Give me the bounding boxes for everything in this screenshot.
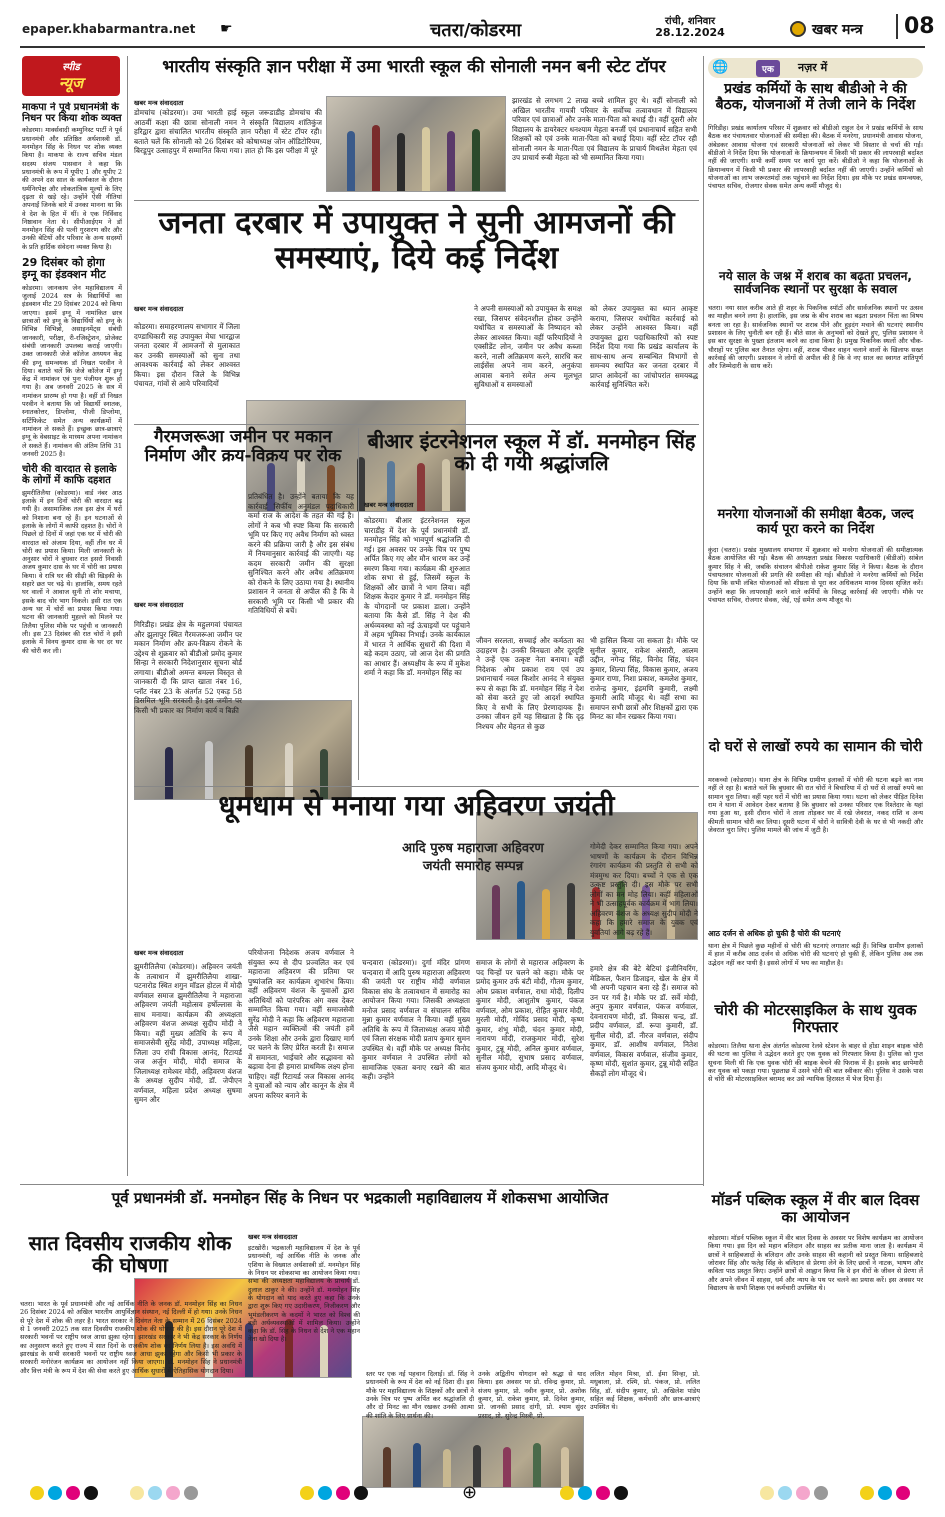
- ahivaran-col3: चन्दवारा (कोडरमा)। दुर्गा मंदिर प्रांगण चन्दवारा में आदि पुरुष महाराजा अहिवरण की जयंती पर राष्ट्रीय मोदी वर्णवाल विकास संघ के तत्वावधान में समारोह का आयोजन किया गया। जिसकी अध्यक्षता मनोज प्रसाद वर्णवाल व संचालन सचिव मुन्ना कुमार वर्णवाल ने किया। वहीं मुख्य अतिथि के रूप में जिलाध्यक्ष अजय मोदी एवं जिला संरक्षक मोदी प्रताप कुमार सुमन उपस्थित थे। वहीं मौके पर अध्यक्ष विनोद कुमार वर्णवाल ने उपस्थित लोगों को सामाजिक एकता बनाए रखने की बात कही। उन्होंने: [362, 958, 470, 1081]
- bottom-banner-headline: पूर्व प्रधानमंत्री डॉ. मनमोहन सिंह के निधन पर भद्रकाली महाविद्यालय में शोकसभा आयोजित: [111, 1189, 609, 1207]
- janta-darbar-col3: को लेकर उपायुक्त का ध्यान आकृष्ट कराया, जिसपर यथोचित कार्रवाई को लेकर उन्होंने आश्वस्त किया। वहीं उपायुक्त द्वारा पदाधिकारियों को स्पष्ट निर्देश दिया गया कि प्रखंड कार्यालय के साथ-साथ अन्य सम्बन्धित विभागों से समन्वय स्थापित कर जनता दरबार में प्राप्त आवेदनों का जांचोपरांत समयबद्ध कार्रवाई सुनिश्चित करें।: [590, 304, 698, 389]
- column-divider: [358, 428, 359, 780]
- speed-item-body: झुमरीतिलैया (कोडरमा)। वार्ड नंबर आठ इलाके में इन दिनों चोरी की वारदात बढ़ गयी है। असामाजिक तत्व इस क्षेत्र में घरों को निशाना बना रहे हैं। इन घटनाओं से इलाके के लोगों में काफी दहशत है। चोरों ने पिछले दो दिनों में जहां एक घर में चोरी की वारदात को अंजाम दिया, वहीं तीन घर में चोरी का प्रयास किया। मिली जानकारी के अनुसार चोरों ने बुधवार रात इसरो निवासी अजय कुमार दास के घर में चोरी का प्रयास किया। वे रात्रि घर की सीढ़ी की खिड़की के सहारे छत पर चढ़े थे। हालांकि, समय रहते घर वालों ने आवाज सुनी तो शोर मचाया, इसके बाद चोर भाग निकले। इसी रात एक अन्य घर में चोरों का प्रयास किया गया। घटना की जानकारी मुहल्ले को मिलने पर तिलैया पुलिस मौके पर पहुंची व जानकारी ली। इस 23 दिसंबर की रात चोरों ने इसी इलाके में विनय कुमार दास के घर दर घर की चोरी कर ली।: [22, 488, 122, 655]
- pointer-icon: ☛: [220, 21, 233, 37]
- mourning-body: चतरा। भारत के पूर्व प्रधानमंत्री और नई आर्थिक नीति के जनक डॉ. मनमोहन सिंह का निधन 26 दिसंबर 2024 को अखिल भारतीय आयुर्विज्ञान संस्थान, नई दिल्ली में हो गया। उनके निधन से पूरे देश में शोक की लहर है। भारत सरकार ने दिवंगत नेता के सम्मान में 26 दिसंबर 2024 से 1 जनवरी 2025 तक सात दिवसीय राजकीय शोक की घोषणा की है। इस दौरान पूरे देश में सरकारी भवनों पर राष्ट्रीय ध्वज आधा झुका रहेगा। झारखंड सरकार ने भी केंद्र सरकार के निर्णय का अनुसरण करते हुए राज्य में सात दिनों के राजकीय शोक का निर्णय लिया है। इस अवधि में झारखंड के सभी सरकारी भवनों पर राष्ट्रीय ध्वज आधा झुका रहेगा और किसी भी प्रकार के सरकारी मनोरंजन कार्यक्रम का आयोजन नहीं किया जाएगा। डॉ. मनमोहन सिंह ने प्रधानमंत्री और वित्त मंत्री के रूप में देश की सेवा करते हुए आर्थिक सुधारों में ऐतिहासिक योगदान दिया।: [20, 1300, 242, 1375]
- column-divider: [127, 56, 128, 1176]
- section-divider: [134, 200, 699, 201]
- janta-darbar-headline: जनता दरबार में उपायुक्त ने सुनी आमजनों की समस्याएं, दिये कई निर्देश: [158, 205, 675, 276]
- speed-news-logo: [22, 56, 120, 96]
- nazar-label: नज़र में: [798, 61, 828, 74]
- brand-name: खबर मन्त्र: [812, 22, 863, 38]
- ahivaran-col4: समाज के लोगों से महाराज अहिवरण के पद चिन्हों पर चलने को कहा। मौके पर प्रमोद कुमार उर्फ बंटी मोदी, गौतम कुमार, ओम प्रकाश वर्णवाल, राधा मोदी, दिलीप कुमार मोदी, आशुतोष कुमार, पंकज वर्णवाल, ओम प्रकाश, रोहित कुमार मोदी, मुरली मोदी, गोविंद प्रसाद मोदी, कृष्ण कुमार, शंभू मोदी, चंदन कुमार मोदी, नारायण मोदी, राजकुमार मोदी, सुरेश कुमार, टुन्नू मोदी, अनिल कुमार वर्णवाल, सुनील मोदी, सुभाष प्रसाद वर्णवाल, संजय कुमार मोदी, आदि मौजूद थे।: [476, 958, 584, 1072]
- speed-item-title: चोरी की वारदात से इलाके के लोगों में काफि दहशत: [22, 464, 117, 487]
- right-s4-body: मरकच्चो (कोडरमा)। थाना क्षेत्र के विभिन्न ग्रामीण इलाकों में चोरी की घटना बढ़ने का नाम नहीं ले रहा है। बताते चलें कि बुधवार की रात चोरों ने बिचारिया में दो घरों से लाखों रुपये का सामान चुरा लिया। वहीं पहर घरों में चोरी का प्रयास किया गया। घटना को लेकर पीड़ित दिनेश राम ने थाना में आवेदन देकर बताया है कि बुधवार को उनका परिवार एक रिश्तेदार के यहां गया हुआ था, इसी दौरान चोरों ने ताला तोड़कर घर में रखे जेवरात, नकद राशि व अन्य कीमती सामान चोरी कर लिया। दूसरी घटना में चोरों ने सावित्री देवी के घर से भी नकदी और जेवरात चुरा लिए। पुलिस मामले की जांच में जुटी है।: [708, 776, 923, 834]
- right-s2-body: चतरा। नया साल करीब आते ही शहर के पिकनिक स्पॉटों और सार्वजनिक स्थानों पर उत्सव का माहौल बनने लगा है। हालांकि, इस जश्न के बीच शराब का बढ़ता प्रचलन चिंता का विषय बनता जा रहा है। सार्वजनिक स्थानों पर शराब पीने और हुड़दंग मचाने की घटनाएं स्थानीय प्रशासन के लिए चुनौती बन रही हैं। बीते साल के अनुभवों को देखते हुए, पुलिस प्रशासन ने इस बार सुरक्षा के पुख्ता इंतजाम करने का दावा किया है। प्रमुख पिकनिक स्थलों और चौक-चौराहों पर पुलिस बल तैनात रहेगा। वहीं, शराब पीकर वाहन चलाने वालों के खिलाफ सख्त कार्रवाई की जाएगी। प्रशासन ने लोगों से अपील की है कि वे नए साल का स्वागत शांतिपूर्ण और जिम्मेदारी के साथ करें।: [708, 304, 923, 371]
- top-story-byline: खबर मन्त्र संवाददाता: [134, 99, 184, 107]
- section-divider: [134, 424, 699, 425]
- br-international-byline: खबर मन्त्र संवाददाता: [364, 501, 414, 509]
- crosshair-icon: ⊕: [462, 1482, 478, 1503]
- globe-icon: 🌐: [712, 60, 729, 75]
- ahivaran-banner-line2: जयंती समारोह सम्पन्न: [422, 859, 524, 874]
- mourning-headline: सात दिवसीय राजकीय शोक की घोषणा: [28, 1231, 232, 1278]
- speed-news-column: [22, 102, 122, 1182]
- speed-logo-bottom: न्यूज: [58, 74, 84, 92]
- speed-item-body: कोडरमा। मार्क्सवादी कम्युनिस्ट पार्टी ने पूर्व प्रधानमंत्री और प्रतिष्ठित अर्थशास्त्री डॉ. मनमोहन सिंह के निधन पर शोक व्यक्त किया है। माकपा के राज्य सचिव मंडल सदस्य संजय पासवान ने कहा कि प्रधानमंत्री के रूप में यूपीए 1 और यूपीए 2 की अपने दस साल के कार्यकाल के दौरान धर्मनिरपेक्ष और लोकतांत्रिक मूल्यों के लिए दृढ़ता से खड़े रहे। उन्होंने ऐसी नीतियां अपनाईं जिनके बारे में उनका मानना था कि वे देश के हित में थीं। वे एक निर्विवाद निष्ठावान नेता थे। सीपीआईएम ने डॉ मनमोहन सिंह की पत्नी गुरशरण कौर और उनकी बेटियों और परिवार के अन्य सदस्यों के प्रति हार्दिक संवेदना व्यक्त किया है।: [22, 126, 122, 251]
- janta-darbar-col1: कोडरमा। समाहरणालय सभागार में जिला दण्डाधिकारी सह उपायुक्त मेघा भारद्वाज जनता दरबार में आमजनों से मुलाकात कर उनकी समस्याओं को सुना तथा आवश्यक कार्रवाई को लेकर आश्वस्त किया। इस दौरान जिले के विभिन्न पंचायत, गांवों से आये परिवादियों: [134, 322, 240, 388]
- speed-item-body: कोडरमा। जानकाय जेन महाविद्यालय में जुलाई 2024 सत्र के विद्यार्थियों का इंडक्शन मीट 29 दिसंबर 2024 को किया जाएगा। इसमें इग्नू में नामांकित छात्र छात्राओं को इग्नू के विद्यार्थियों को इग्नू के विभिन्न विभिन्नो, असाइनमेंट्स संबंधी जानकारी, परीक्षा, री-रजिस्ट्रेशन, प्रोजेक्ट संबंधी जानकारी उपलब्ध कराई जाएगी। उक्त जानकारी जेजे कॉलेज अध्ययन केंद्र की इग्नू समन्वयक डॉ निखत परवीन ने दिया। बताते चलें कि जेजे कॉलेज में इग्नू केंद्र में नामांकन एवं पुनः पंजीयन शुरू हो गया है। अब जनवरी 2025 के सत्र में नामांकन प्रारम्भ हो गया है। वहीं डॉ निखत परवीन ने बताया कि जो विद्यार्थी स्नातक, स्नातकोत्तर, डिप्लोमा, पीजी डिप्लोमा, सर्टिफिकेट समेत अन्य कार्यक्रमों में नामांकन ले सकते हैं। इच्छुक छात्र-छात्राएं इग्नू के वेबसाइट के माध्यम अपना नामांकन ले सकते हैं। नामांकन की अंतिम तिथि 31 जनवरी 2025 है।: [22, 283, 122, 458]
- speed-item-title: 29 दिसंबर को होगा इग्नू का इंडक्शन मीट: [22, 256, 106, 282]
- column-divider: [703, 56, 704, 1186]
- gairmajarua-col2: प्रतिबंधित है। उन्होंने बताया कि यह कार्रवाई सिर्फीय अनुमंडल पदाधिकारी कर्मा राज के आदेश के तहत की गई है। लोगों ने कब भी स्पष्ट किया कि सरकारी भूमि पर किए गए अवैध निर्माण को ध्वस्त करने की प्रक्रिया जारी है और इस संबंध में नियमानुसार कार्रवाई की जाएगी। यह कदम सरकारी जमीन की सुरक्षा सुनिश्चित करने और अवैध अतिक्रमण को रोकने के लिए उठाया गया है। स्थानीय प्रशासन ने जनता से अपील की है कि वे सरकारी भूमि पर किसी भी प्रकार की गतिविधियों से बचें।: [248, 492, 354, 615]
- right-s5-headline: चोरी की मोटरसाइकिल के साथ युवक गिरफ्तार: [714, 1001, 917, 1036]
- date-text: 28.12.2024: [655, 26, 725, 39]
- shok-byline: खबर मन्त्र संवाददाता: [248, 1233, 298, 1241]
- br-international-headline: बीआर इंटरनेशनल स्कूल में डॉ. मनमोहन सिंह को दी गयी श्रद्धांजलि: [367, 429, 696, 476]
- ahivaran-byline: खबर मन्त्र संवाददाता: [134, 949, 184, 957]
- br-international-col2: जीवन सरलता, सच्चाई और कर्मठता का उदाहरण है। उनकी विनम्रता और दूरदृष्टि ने उन्हें एक उत्कृष्ट नेता बनाया। वहीं निदेशक ओम प्रकाश राय एवं उप प्रधानाचार्य नवल किशोर आनंद ने संयुक्त रूप से कहा कि डॉ. मनमोहन सिंह ने देश को सेवा करते हुए जो आदर्श स्थापित किए वे सभी के लिए प्रेरणादायक हैं। उनका जीवन हमें यह सिखाता है कि दृढ़ निश्चय और मेहनत से कुछ: [476, 636, 584, 731]
- gairmajarua-headline: गैरमजरूआ जमीन पर मकान निर्माण और क्रय-विक्रय पर रोक: [144, 427, 342, 467]
- top-story-col1: डोमचांच (कोडरमा)। उमा भारती हाई स्कूल जरूडाडीह डोमचांच की आठवीं कक्षा की छात्रा सोनाली नमन ने संस्कृति विद्यालय शांतिकुंज हरिद्वार द्वारा संचालित भारतीय संस्कृति ज्ञान परीक्षा में स्टेट टॉपर रही। बताते चलें कि सोनाली को 26 दिसंबर को कोषाध्यक्ष जोन ऑडिटोरियम, बिरडूपुर उत्साहपुर में सम्मानित किया गया। ज्ञात हो कि इस परीक्षा में पूरे: [134, 108, 322, 155]
- speed-logo-top: स्पीड: [62, 62, 80, 73]
- city-day: रांची, शनिवार: [664, 16, 716, 27]
- nazar-banner: [708, 58, 923, 78]
- right-s4-sub-body: थाना क्षेत्र में पिछले कुछ महीनों से चोरी की घटनाएं लगातार बढ़ी हैं। विभिन्न ग्रामीण इलाकों में हाल में करीब आठ दर्जन से अधिक चोरी की घटनाएं हो चुकी हैं, लेकिन पुलिस अब तक उद्भेदन नहीं कर पायी है। इससे लोगों में भय का माहौल है।: [708, 942, 923, 967]
- page-number: 08: [896, 14, 935, 39]
- right-s6-headline: मॉडर्न पब्लिक स्कूल में वीर बाल दिवस का आयोजन: [711, 1191, 920, 1226]
- gairmajarua-byline: खबर मन्त्र संवाददाता: [134, 601, 184, 609]
- shok-col2: स्तर पर एक नई पहचान दिलाई। डॉ. सिंह ने प्रधानमंत्री के रूप में देश को नई दिशा दी। इस मौके पर महाविद्यालय के शिक्षकों और छात्रों ने उनके चित्र पर पुष्प अर्पित कर श्रद्धांजलि दी और दो मिनट का मौन रखकर उनकी आत्मा की शांति के लिए प्रार्थना की।: [366, 1370, 474, 1420]
- right-s1-body: गिरिडीह। प्रखंड कार्यालय परिसर में शुक्रवार को बीडीओ राहुल देव ने प्रखंड कर्मियों के साथ बैठक कर पंचायतवार योजनाओं की समीक्षा की। बैठक में मनरेगा, प्रधानमंत्री आवास योजना, अंबेडकर आवास योजना एवं सरकारी योजनाओं को लेकर भी विस्तार से चर्चा की गई। बीडीओ ने निर्देश दिया कि योजनाओं के क्रियान्वयन में किसी भी प्रकार की लापरवाही बर्दाश्त नहीं की जाएगी। सभी कर्मी समय पर कार्य पूरा करें। बीडीओ ने कहा कि योजनाओं के क्रियान्वयन में किसी भी प्रकार की लापरवाही बर्दाश्त नहीं की जाएगी। उन्होंने कर्मियों को योजनाओं का लाभ जरूरतमंदों तक पहुंचाने का निर्देश दिया। इस मौके पर प्रखंड समन्वयक, पंचायत सचिव, रोजगार सेवक समेत अन्य कर्मी मौजूद थे।: [708, 124, 923, 191]
- ahivaran-col1: झुमरीतिलैया (कोडरमा)। अहिवरन जयंती के तत्वाधान में झुमरीतिलैया शाखा-पटनारोड स्थित शगुन मॉडल होटल में मोदी वर्णवाल समाज झुमरीतिलैया ने महाराजा अहिवरण जयंती महोत्सव हर्षोल्लास के साथ मनाया। कार्यक्रम की अध्यक्षता अहिवरण वंशज अध्यक्ष सुदीप मोदी ने किया। वहीं मुख्य अतिथि के रूप में समाजसेवी सुरेंद्र मोदी, उपाध्यक्ष महिला, जिला उप रांची विकास आनंद, रिटायर्ड जज अर्जुन मोदी, मोदी समाज के जिलाध्यक्ष रामेश्वर मोदी, अहिवरण वंशज के अध्यक्ष सुदीप मोदी, डॉ. जेपीएन वर्णवाल, महिला प्रदेश अध्यक्ष सुषमा सुमन और: [134, 962, 242, 1104]
- top-story-col2: झारखंड से लगभग 2 लाख बच्चे शामिल हुए थे। वहीं सोनाली को अखिल भारतीय गायत्री परिवार के सर्वोच्च तत्वावधान में विद्यालय परिवार एवं छात्राओं और उनके माता-पिता को बधाई दी। वहीं दूसरी ओर विद्यालय के डायरेक्टर धनश्याम मेहता बनर्जी एवं प्रधानाचार्य सहित सभी शिक्षकों को एवं उनके माता-पिता को बधाई दिया। वहीं स्टेट टॉपर रही सोनाली नमन के माता-पिता एवं विद्यालय के प्राचार्य मिथलेश मेहता एवं उप प्राचार्य रूबी मेहता को भी सम्मानित किया गया।: [512, 96, 697, 162]
- shok-col4: ललित मोहन मिश्रा, डॉ. ईमा सिन्हा, प्रो. मधुबाला, प्रो. रश्मि, प्रो. पंकज, प्रो. ललित सिंह, डॉ. संदीप कुमार, प्रो. अखिलेश पांडेय सहित कई शिक्षक, कर्मचारी और छात्र-छात्राएं उपस्थित थे।: [590, 1370, 700, 1412]
- br-international-col1: कोडरमा। बीआर इंटरनेशनल स्कूल चाराडीह में देश के पूर्व प्रधानमंत्री डॉ. मनमोहन सिंह को भावपूर्ण श्रद्धांजलि दी गई। इस अवसर पर उनके चित्र पर पुष्प अर्पित किए गए और मौन धारण कर उन्हें स्मरण किया गया। कार्यक्रम की शुरुआत शोक सभा से हुई, जिसमें स्कूल के शिक्षकों और छात्रों ने भाग लिया। वहीं शिक्षक केदार कुमार ने डॉ. मनमोहन सिंह के योगदानों पर प्रकाश डाला। उन्होंने बताया कि कैसे डॉ. सिंह ने देश की अर्थव्यवस्था को नई ऊंचाइयों पर पहुंचाने में अहम भूमिका निभाई। उनके कार्यकाल में भारत ने आर्थिक सुधारों की दिशा में बड़े कदम उठाए, जो आज देश की प्रगति का आधार हैं। अध्यक्षीय के रूप में मुकेश शर्मा ने कहा कि डॉ. मनमोहन सिंह का: [364, 516, 470, 677]
- gairmajarua-col1: गिरिडीह। प्रखंड क्षेत्र के महुलगवां पंचायत और झुलापुर स्थित गैरमजरूआ जमीन पर मकान निर्माण और क्रय-विक्रय रोकने के उद्देश्य से शुक्रवार को बीडीओ प्रमोद कुमार सिन्हा ने सरकारी निदेशानुसार सूचना बोर्ड लगाया। बीडीओ अमन्त बमल्ल विस्तृत से जानकारी दी कि प्राप्त खाता नंबर 16, प्लॉट नंबर 23 के अंतर्गत 52 एकड़ 58 डिसमिल भूमि सरकारी है। इस जमीन पर किसी भी प्रकार का निर्माण कार्य व बिक्री: [134, 620, 242, 715]
- top-story-photo: [326, 96, 506, 192]
- right-s1-headline: प्रखंड कर्मियों के साथ बीडीओ ने की बैठक, योजनाओं में तेजी लाने के निर्देश: [715, 81, 916, 113]
- date-block: [650, 16, 730, 39]
- janta-darbar-col2: ने अपनी समस्याओं को उपायुक्त के समक्ष रखा, जिसपर संवेदनशील होकर उन्होंने यथोचित व समस्याओं के निष्पादन को लेकर आश्वस्त किया। वहीं फरियादियों ने एक्सीडेंट लोन, जमीन पर अवैध कब्जा करने, नाली अतिक्रमण करने, सारधि कर लाईसेंस अपने नाम करने, अनुकंपा आवास बनाने समेत अन्य मूलभूत सुविधाओं व समस्याओं: [474, 304, 582, 389]
- print-registration-marks: [0, 1480, 945, 1510]
- section-divider: [20, 1184, 703, 1185]
- right-s3-headline: मनरेगा योजनाओं की समीक्षा बैठक, जल्द कार्य पूरा करने का निर्देश: [717, 507, 914, 537]
- brand-logo-icon: [790, 21, 806, 37]
- shok-col3: उनके अद्वितीय योगदान को श्रद्धा से याद किया। इस अवसर पर प्रो. रविन्द्र कुमार, प्रो. संजय कुमार, प्रो. नवीन कुमार, प्रो. अशोक कुमार, प्रो. राकेश कुमार, प्रो. दिनेश कुमार, प्रो. जानकी प्रसाद दांगी, प्रो. श्याम सुंदर प्रसाद, प्रो. सुरेन्द्र मिस्त्री, प्रो.: [478, 1370, 586, 1420]
- page-header: [20, 12, 935, 48]
- ahivaran-col5: गोमेदी देकर सम्मानित किया गया। अपने भाषणों के कार्यक्रम के दौरान विभिन्न रंगारंग कार्यक्रम की प्रस्तुति से सभी को मंत्रमुग्ध कर दिया। बच्चों ने एक से एक उत्कृष्ट प्रस्तुति दी। इस मौके पर सभी लोगों का मन मोह लिया। कहीं महिलाओं ने भी उत्साहपूर्वक कार्यक्रम में भाग लिया। अहिवरण वंशज के अध्यक्ष सुदीप मोदी ने कहा कि हमारे समाज के युवक एवं युवतियां आगे बढ़ रहे हैं।: [590, 842, 698, 937]
- top-story-headline: भारतीय संस्कृति ज्ञान परीक्षा में उमा भारती स्कूल की सोनाली नमन बनी स्टेट टॉपर: [162, 57, 666, 77]
- ek-label: एक: [756, 60, 780, 77]
- janta-darbar-byline: खबर मन्त्र संवाददाता: [134, 305, 184, 313]
- right-s4-headline: दो घरों से लाखों रुपये का सामान की चोरी: [708, 739, 923, 755]
- section-divider: [134, 786, 699, 787]
- section-title: चतरा/कोडरमा: [430, 20, 522, 41]
- ahivaran-banner-line1: आदि पुरुष महाराजा अहिवरण: [402, 841, 544, 856]
- site-url[interactable]: epaper.khabarmantra.net: [22, 22, 196, 36]
- ahivaran-col2: परियोजना निदेशक अजय वर्णवाल ने संयुक्त रूप से दीप प्रज्वलित कर एवं महाराजा अहिवरण की प्रतिमा पर पुष्पांजलि कर कार्यक्रम शुभारंभ किया। वहीं अहिवरण वंशज के युवाओं द्वारा अतिथियों को पारंपरिक अंग वस्त्र देकर सम्मानित किया गया। वहीं समाजसेवी सुरेंद्र मोदी ने कहा कि अहिवरण महाराजा जैसे महान व्यक्तित्वों की जयंती हमें उनके शिक्षा और उनके द्वारा दिखाए मार्ग पर चलने के लिए प्रेरित करती है। समाज में समानता, भाईचारे और सद्भावना को बढ़ावा देना ही हमारा प्राथमिक लक्ष्य होना चाहिए। वहीं रिटायर्ड जज विकास आनंद ने युवाओं को न्याय और कानून के क्षेत्र में अपना करियर बनाने के: [248, 948, 354, 1100]
- br-international-col3: भी हासिल किया जा सकता है। मौके पर सुनील कुमार, राकेश अंसारी, आलम उद्दीन, नगेन्द्र सिंह, विनोद सिंह, चंदन कुमार, शिल्पा सिंह, विकास कुमार, अजय कुमार राणा, निशा प्रकाश, कमलेश कुमार, राजेन्द्र कुमार, इंद्रमणि कुमारी, लक्ष्मी कुमारी आदि मौजूद थे। वहीं सभा का समापन सभी छात्रों और शिक्षकों द्वारा एक मिनट का मौन रखकर किया गया।: [590, 636, 698, 721]
- right-s4-subhead: आठ दर्जन से अधिक हो चुकी है चोरी की घटनाएं: [708, 929, 841, 938]
- ahivaran-col6: हमारे क्षेत्र की बेटे बेटियां इंजीनियरिंग, मेडिकल, फैशन डिजाइन, खेल के क्षेत्र में भी अपनी पहचान बना रहे हैं। समाज को उन पर गर्व है। मौके पर डॉ. सर्वे मोदी, अनुप कुमार वर्णवाल, पंकज वर्णवाल, देवनारायण मोदी, डॉ. विकास चन्द्र, डॉ. प्रदीप वर्णवाल, डॉ. रूपा कुमारी, डॉ. सुनील मोदी, डॉ. नीरज वर्णवाल, संदीप कुमार, डॉ. आशीष वर्णवाल, नितेश वर्णवाल, विकास वर्णवाल, संजीव कुमार, कृष्ण मोदी, सुशांत कुमार, टुन्नू मोदी सहित सैकड़ों लोग मौजूद थे।: [590, 964, 698, 1078]
- right-s2-headline: नये साल के जश्न में शराब का बढ़ता प्रचलन, सार्वजनिक स्थानों पर सुरक्षा के सवाल: [719, 269, 912, 297]
- right-s6-body: कोडरमा। मॉडर्न पब्लिक स्कूल में वीर बाल दिवस के अवसर पर विशेष कार्यक्रम का आयोजन किया गया। इस दिन को महान बलिदान और साहस का प्रतीक माना जाता है। कार्यक्रम में छात्रों ने साहिबजादों के बलिदान और उनके साहस की कहानी को प्रस्तुत किया। साहिबजादे जोरावर सिंह और फतेह सिंह के बलिदान से प्रेरणा लेने के लिए छात्रों ने नाटक, भाषण और कविता पाठ प्रस्तुत किए। उन्होंने छात्रों से आह्वान किया कि वे इन वीरों के जीवन से प्रेरणा लें और अपने जीवन में साहस, धर्म और न्याय के पथ पर चलने का प्रयास करें। इस अवसर पर विद्यालय के सभी शिक्षक एवं कर्मचारी उपस्थित थे।: [708, 1234, 923, 1292]
- shok-col1: इटखोरी। भद्रकाली महाविद्यालय में देश के पूर्व प्रधानमंत्री, नई आर्थिक नीति के जनक और एशिया के विख्यात अर्थशास्त्री डॉ. मनमोहन सिंह के निधन पर शोकसभा का आयोजन किया गया। सभा की अध्यक्षता महाविद्यालय के प्राचार्य डॉ. दुलाल ठाकुर ने की। उन्होंने डॉ. मनमोहन सिंह के योगदान को याद करते हुए कहा कि उनके द्वारा शुरू किए गए उदारीकरण, निजीकरण और भूमंडलीकरण के कदमों ने भारत को विश्व की बड़ी अर्थव्यवस्थाओं में शामिल किया। उन्होंने कहा कि डॉ. सिंह के निधन से देश ने एक महान नेता खो दिया है।: [248, 1244, 360, 1344]
- right-s5-body: कोडरमा। तिलैया थाना क्षेत्र अंतर्गत कोडरमा रेलवे स्टेशन के बाहर से होंडा शाइन बाइक चोरी की घटना का पुलिस ने उद्भेदन करते हुए एक युवक को गिरफ्तार किया है। पुलिस को गुप्त सूचना मिली थी कि एक युवक चोरी की बाइक बेचने की फिराक में है। इसके बाद छापेमारी कर युवक को पकड़ा गया। पूछताछ में उसने चोरी की बात स्वीकार की। पुलिस ने उसके पास से चोरी की मोटरसाइकिल बरामद कर उसे न्यायिक हिरासत में भेज दिया है।: [708, 1042, 923, 1084]
- ahivaran-headline: धूमधाम से मनाया गया अहिवरण जयंती: [218, 789, 615, 822]
- right-s3-body: कुंदा (चतरा)। प्रखंड मुख्यालय सभागार में शुक्रवार को मनरेगा योजनाओं की समीक्षात्मक बैठक आयोजित की गई। बैठक की अध्यक्षता प्रखंड विकास पदाधिकारी (बीडीओ) सांबेल कुमार सिंह ने की, जबकि संचालन बीपीओ राकेश कुमार सिंह ने किया। बैठक के दौरान पंचायतवार योजनाओं की प्रगति की समीक्षा की गई। बीडीओ ने मनरेगा कर्मियों को निर्देश दिया कि सभी लंबित योजनाओं को शीघ्रता से पूरा कर अधिकतम मानव दिवस सृजित करें। उन्होंने कहा कि लापरवाही करने वाले कर्मियों के विरुद्ध कार्रवाई की जाएगी। मौके पर पंचायत सचिव, रोजगार सेवक, जेई, एई समेत अन्य मौजूद थे।: [708, 546, 923, 604]
- speed-item-title: माकपा ने पूर्व प्रधानमंत्री के निधन पर किया शोक व्यक्त: [22, 102, 122, 125]
